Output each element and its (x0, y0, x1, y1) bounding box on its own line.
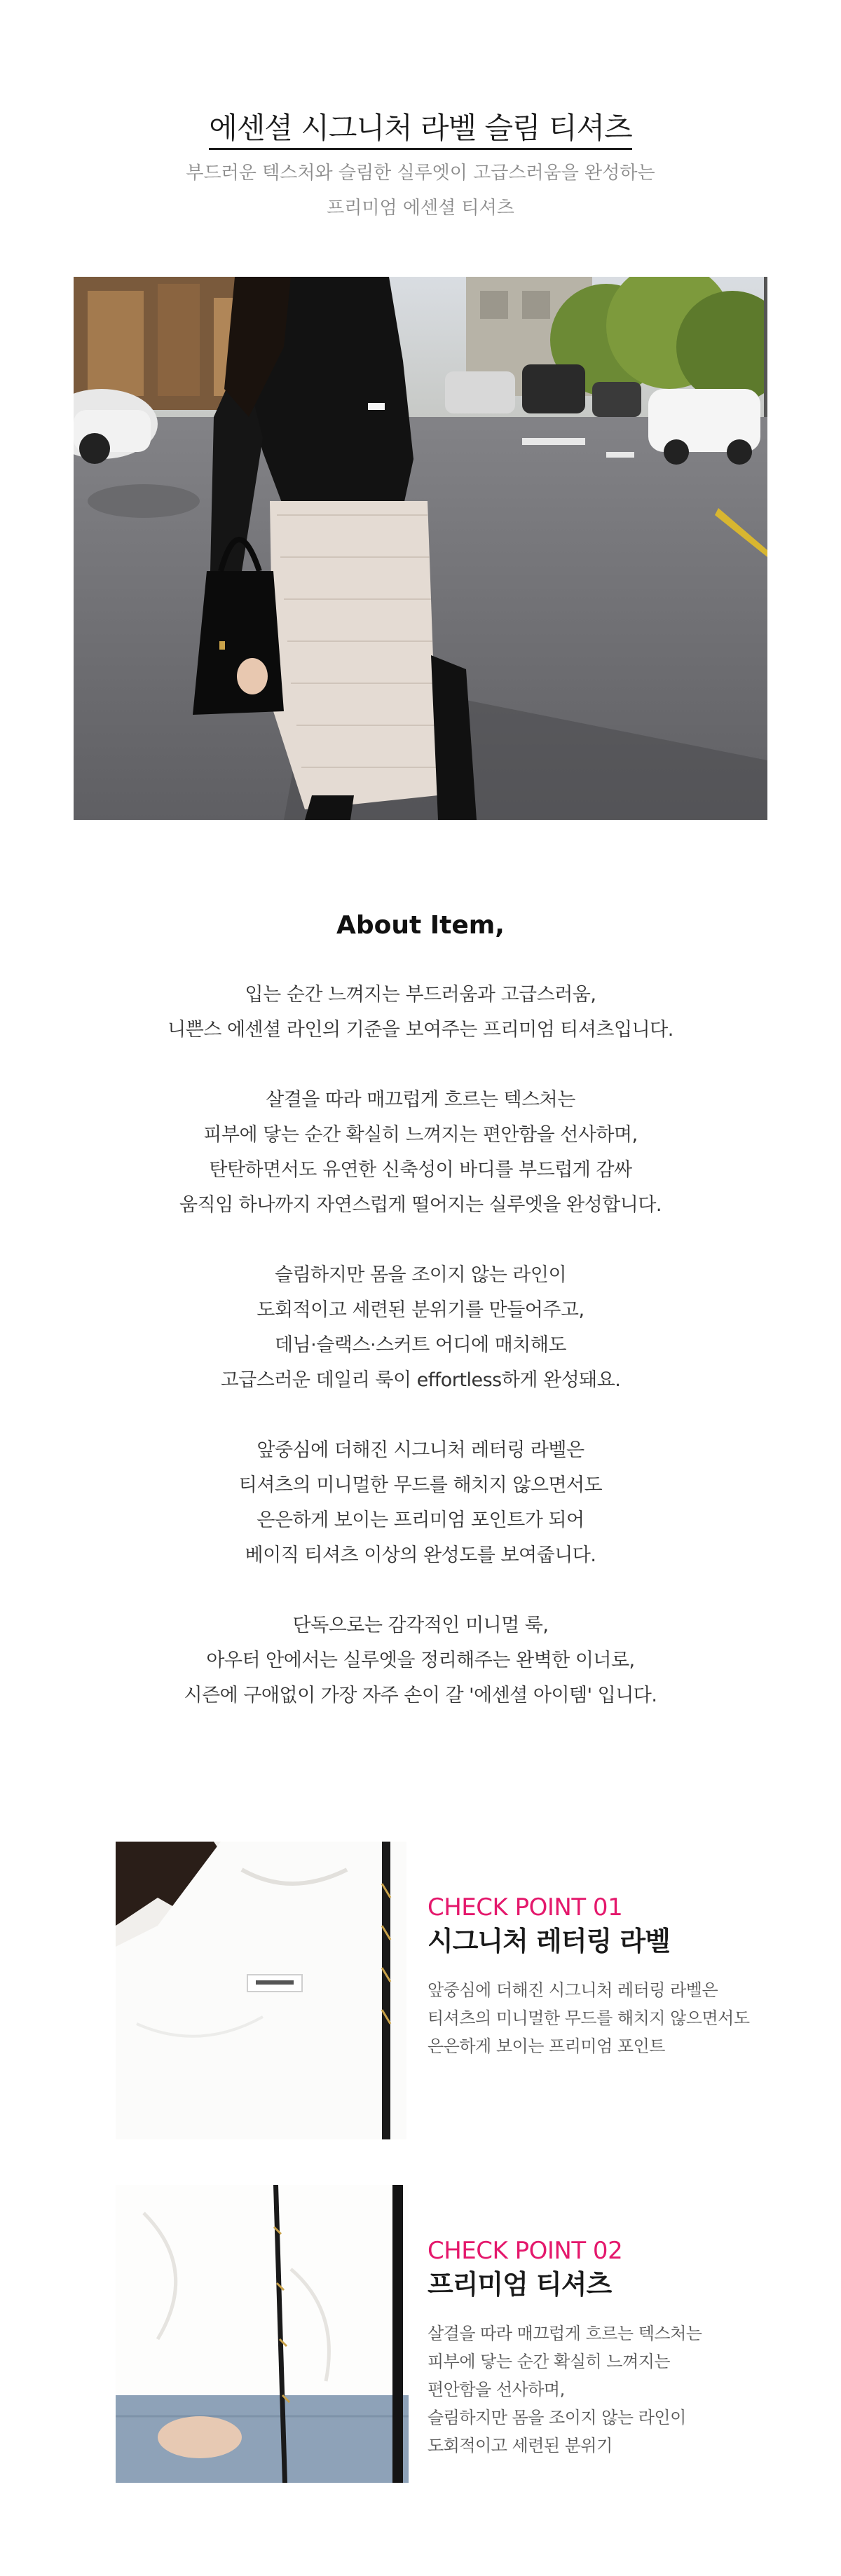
about-line: 슬림하지만 몸을 조이지 않는 라인이 (274, 1264, 567, 1286)
street-photo-illustration (74, 277, 767, 820)
about-line: 베이직 티셔츠 이상의 완성도를 보여줍니다. (245, 1544, 596, 1566)
product-title (0, 105, 841, 147)
about-line: 시즌에 구애없이 가장 자주 손이 갈 '에센셜 아이템' 입니다. (184, 1685, 657, 1706)
checkpoint-desc-line: 은은하게 보이는 프리미엄 포인트 (428, 2036, 665, 2056)
checkpoint-desc-line: 편안함을 선사하며, (428, 2380, 565, 2399)
checkpoint-02-label: CHECK POINT 02 (428, 2237, 623, 2265)
label-closeup-illustration (116, 1842, 406, 2139)
checkpoint-desc-line: 슬림하지만 몸을 조이지 않는 라인이 (428, 2408, 686, 2427)
about-line: 탄탄하면서도 유연한 신축성이 바디를 부드럽게 감싸 (209, 1159, 632, 1181)
subtitle-line: 프리미엄 에센셜 티셔츠 (327, 198, 514, 219)
product-subtitle (0, 156, 841, 226)
about-line: 니쁜스 에센셜 라인의 기준을 보여주는 프리미엄 티셔츠입니다. (167, 1019, 674, 1041)
checkpoint-02-title: 프리미엄 티셔츠 (428, 2269, 612, 2300)
checkpoint-02 (428, 2235, 820, 2460)
product-title-text: 에센셜 시그니처 라벨 슬림 티셔츠 (209, 111, 631, 150)
checkpoint-01-description (428, 1976, 820, 2060)
about-line: 움직임 하나까지 자연스럽게 떨어지는 실루엣을 완성합니다. (179, 1194, 662, 1216)
about-line: 도회적이고 세련된 분위기를 만들어주고, (257, 1299, 584, 1321)
about-paragraph (0, 1258, 841, 1398)
about-line: 은은하게 보이는 프리미엄 포인트가 되어 (257, 1509, 584, 1531)
about-paragraph (0, 1433, 841, 1573)
about-item-heading: About Item, (336, 911, 505, 940)
about-paragraph (0, 1608, 841, 1713)
about-paragraph (0, 1083, 841, 1223)
checkpoint-01-label: CHECK POINT 01 (428, 1893, 623, 1921)
about-line: 입는 순간 느껴지는 부드러움과 고급스러움, (245, 984, 596, 1006)
about-line: 아우터 안에서는 실루엣을 정리해주는 완벽한 이너로, (206, 1650, 635, 1671)
about-line: 고급스러운 데일리 룩이 effortless하게 완성돼요. (220, 1369, 621, 1391)
fit-closeup-illustration (116, 2185, 409, 2483)
checkpoint-desc-line: 티셔츠의 미니멀한 무드를 해치지 않으면서도 (428, 2008, 750, 2028)
about-line: 단독으로는 감각적인 미니멀 룩, (292, 1615, 549, 1636)
about-line: 피부에 닿는 순간 확실히 느껴지는 편안함을 선사하며, (203, 1124, 638, 1146)
about-line: 티셔츠의 미니멀한 무드를 해치지 않으면서도 (238, 1474, 603, 1496)
checkpoint-desc-line: 도회적이고 세련된 분위기 (428, 2436, 613, 2455)
main-model-photo (74, 277, 767, 820)
checkpoint-01 (428, 1892, 820, 2060)
about-line: 살결을 따라 매끄럽게 흐르는 텍스처는 (266, 1089, 575, 1111)
about-paragraph (0, 978, 841, 1048)
subtitle-line: 부드러운 텍스처와 슬림한 실루엣이 고급스러움을 완성하는 (186, 163, 655, 184)
checkpoint-desc-line: 살결을 따라 매끄럽게 흐르는 텍스처는 (428, 2324, 702, 2343)
checkpoint-02-description (428, 2320, 820, 2460)
checkpoint-desc-line: 피부에 닿는 순간 확실히 느껴지는 (428, 2352, 671, 2371)
checkpoint-01-photo (116, 1842, 406, 2139)
checkpoint-01-title: 시그니처 레터링 라벨 (428, 1926, 670, 1957)
checkpoint-desc-line: 앞중심에 더해진 시그니처 레터링 라벨은 (428, 1980, 718, 2000)
checkpoint-02-photo (116, 2185, 409, 2483)
about-line: 데님·슬랙스·스커트 어디에 매치해도 (274, 1334, 567, 1356)
about-line: 앞중심에 더해진 시그니처 레터링 라벨은 (257, 1439, 584, 1461)
about-item-description (0, 978, 841, 1748)
